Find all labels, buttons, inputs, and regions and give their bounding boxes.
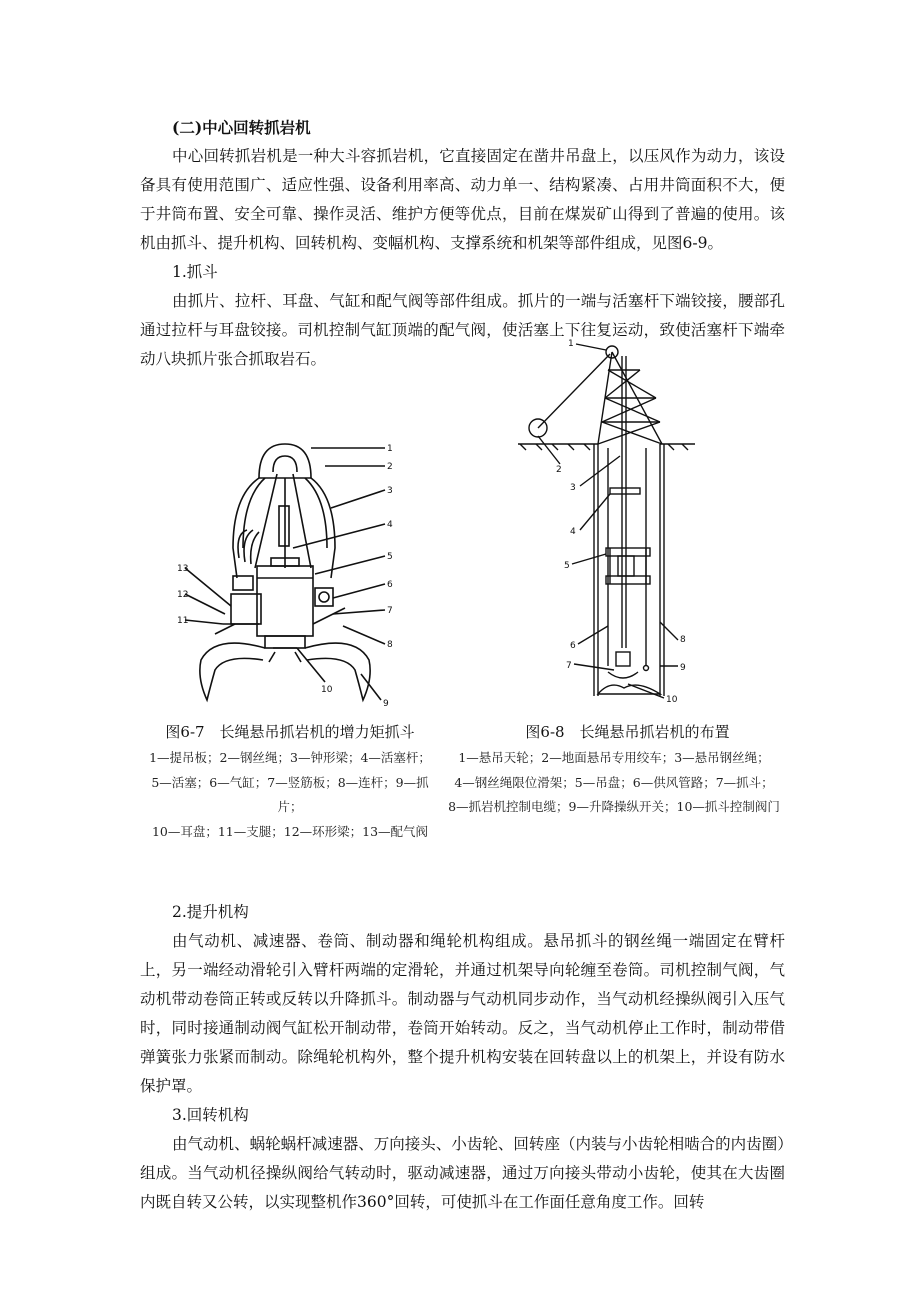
fig8-label-7: 7 <box>566 661 572 671</box>
figure-6-8-caption: 图6-8 长绳悬吊抓岩机的布置 <box>525 723 730 741</box>
subheading-hoist: 2.提升机构 <box>172 903 249 921</box>
hoist-paragraph: 由气动机、减速器、卷筒、制动器和绳轮机构组成。悬吊抓斗的钢丝绳一端固定在臂杆上，另一端经动滑轮引入臂杆两端的定滑轮，并通过机架导向轮缠至卷筒。司机控制气阀，气动机带动卷筒正转或反转以升降抓斗。制动器与气动机同步动作，当气动机经操纵阀引入压气时，同时接通制动阀气缸松开制动带，卷筒开始转动。反之，当气动机停止工作时，制动带借弹簧张力张紧而制动。除绳轮机构外，整个提升机构安装在回转盘以上的机架上，并设有防水保护罩。 <box>140 932 785 1095</box>
fig7-label-7: 7 <box>387 606 393 616</box>
fig7-label-11: 11 <box>177 616 189 626</box>
fig8-label-3: 3 <box>570 483 576 493</box>
figure-6-7-drawing <box>175 438 415 713</box>
fig7-label-3: 3 <box>387 486 393 496</box>
intro-paragraph: 中心回转抓岩机是一种大斗容抓岩机，它直接固定在凿井吊盘上，以压风作为动力，该设备具有使用范围广、适应性强、设备利用率高、动力单一、结构紧凑、占用井筒面积不大，便于井筒布置、安全可靠、操作灵活、维护方便等优点，目前在煤炭矿山得到了普遍的使用。该机由抓斗、提升机构、回转机构、变幅机构、支撑系统和机架等部件组成，见图6-9。 <box>140 147 785 252</box>
fig8-legend-line: 4—钢丝绳限位滑架；5—吊盘；6—供风管路；7—抓斗； <box>454 774 774 790</box>
fig7-label-2: 2 <box>387 462 393 472</box>
fig7-label-12: 12 <box>177 590 189 600</box>
fig7-legend-line: 1—提吊板；2—钢丝绳；3—钟形梁；4—活塞杆； <box>149 750 431 765</box>
fig7-label-5: 5 <box>387 552 393 562</box>
bottom-text <box>140 898 785 1217</box>
fig8-label-9: 9 <box>680 663 686 673</box>
fig7-label-10: 10 <box>321 685 333 695</box>
fig8-label-1: 1 <box>568 339 574 349</box>
fig8-label-8: 8 <box>680 635 686 645</box>
fig8-label-2: 2 <box>556 465 562 475</box>
subheading-slewing: 3.回转机构 <box>172 1106 249 1124</box>
fig8-legend-line: 8—抓岩机控制电缆；9—升降操纵开关；10—抓斗控制阀门 <box>448 799 780 814</box>
section-heading: (二)中心回转抓岩机 <box>172 118 311 137</box>
figure-6-8-drawing <box>510 336 700 706</box>
fig8-label-10: 10 <box>666 695 678 705</box>
fig8-label-5: 5 <box>564 561 570 571</box>
fig7-label-9: 9 <box>383 699 389 709</box>
fig7-legend-line: 5—活塞；6—气缸；7—竖筋板；8—连杆；9—抓片； <box>151 774 429 814</box>
slewing-paragraph: 由气动机、蜗轮蜗杆减速器、万向接头、小齿轮、回转座（内装与小齿轮相啮合的内齿圈）组成。当气动机径操纵阀给气转动时，驱动减速器，通过万向接头带动小齿轮，使其在大齿圈内既自转又公转，以实现整机作360°回转，可使抓斗在工作面任意角度工作。回转 <box>140 1135 785 1211</box>
subheading-grab: 1.抓斗 <box>172 263 218 281</box>
fig7-label-6: 6 <box>387 580 393 590</box>
fig7-label-8: 8 <box>387 640 393 650</box>
top-text <box>140 113 785 374</box>
fig8-legend-line: 1—悬吊天轮；2—地面悬吊专用绞车；3—悬吊钢丝绳； <box>458 750 770 765</box>
fig7-label-13: 13 <box>177 564 189 574</box>
fig7-label-1: 1 <box>387 444 393 454</box>
figure-6-7-caption: 图6-7 长绳悬吊抓岩机的增力矩抓斗 <box>165 723 415 741</box>
figure-6-7-legend <box>140 746 440 844</box>
grab-paragraph: 由抓片、拉杆、耳盘、气缸和配气阀等部件组成。抓片的一端与活塞杆下端铰接，腰部孔通过拉杆与耳盘铰接。司机控制气缸顶端的配气阀，使活塞上下往复运动，致使活塞杆下端牵动八块抓片张合抓取岩石。 <box>140 292 785 368</box>
fig7-label-4: 4 <box>387 520 393 530</box>
figure-6-8-legend <box>448 746 780 820</box>
fig7-legend-line: 10—耳盘；11—支腿；12—环形梁；13—配气阀 <box>151 823 429 839</box>
fig8-label-4: 4 <box>570 527 576 537</box>
fig8-label-6: 6 <box>570 641 576 651</box>
